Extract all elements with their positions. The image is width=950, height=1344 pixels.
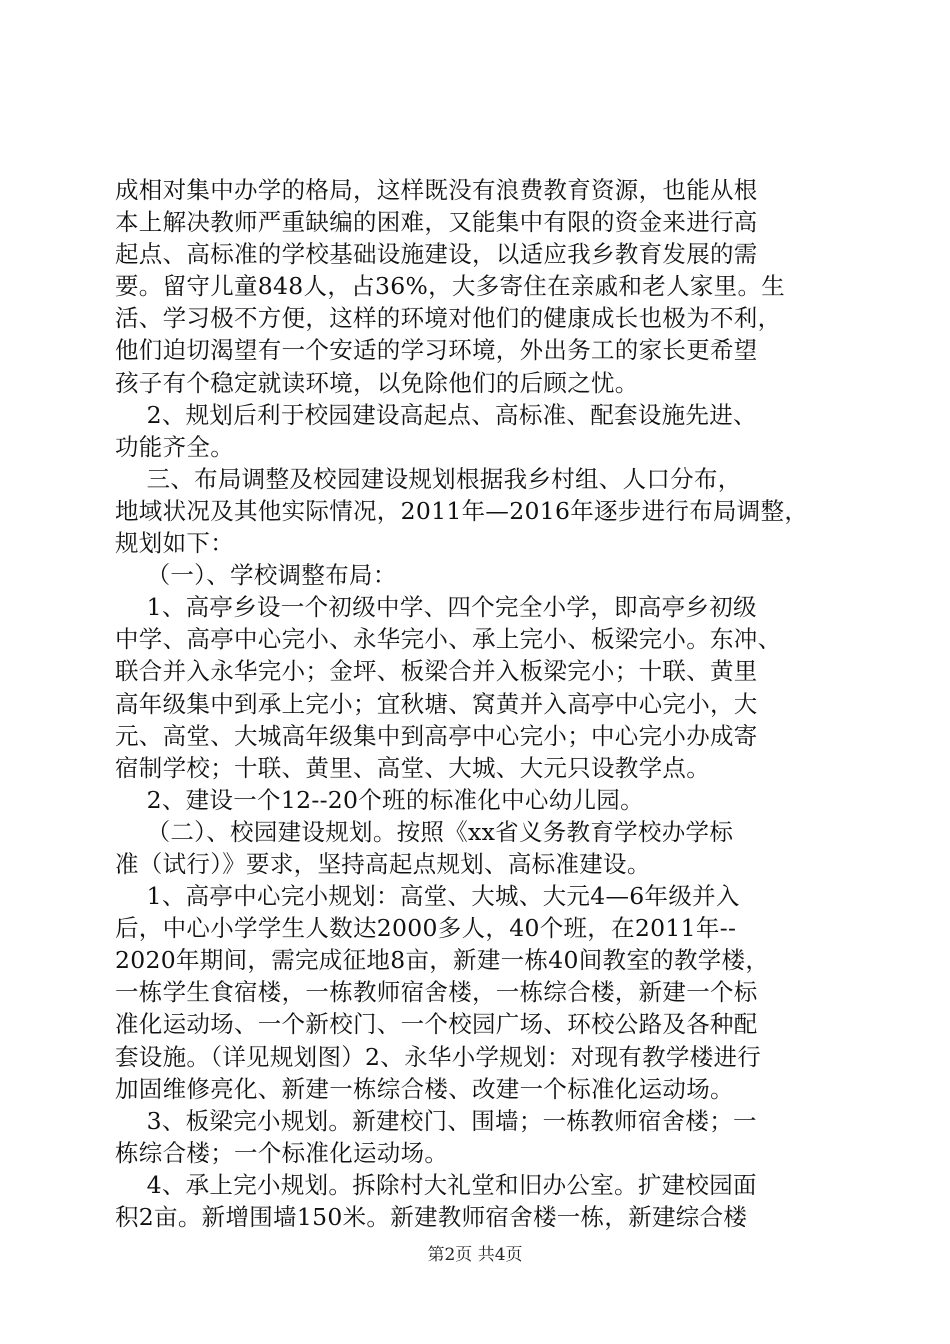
section-heading: （二）、校园建设规划。按照《xx省义务教育学校办学标 [115, 817, 734, 846]
paragraph-line: 宿制学校；十联、黄里、高堂、大城、大元只设教学点。 [115, 753, 710, 782]
paragraph-line: 孩子有个稳定就读环境，以免除他们的后顾之忧。 [115, 368, 639, 397]
paragraph-line: 三、布局调整及校园建设规划根据我乡村组、人口分布， [115, 464, 742, 493]
paragraph-line: 地域状况及其他实际情况，2011年—2016年逐步进行布局调整， [115, 496, 809, 525]
paragraph-line: 2、建设一个12--20个班的标准化中心幼儿园。 [115, 785, 644, 814]
paragraph-line: 元、高堂、大城高年级集中到高亭中心完小；中心完小办成寄 [115, 721, 758, 750]
paragraph-line: 成相对集中办学的格局，这样既没有浪费教育资源，也能从根 [115, 176, 758, 204]
paragraph-line: 准（试行）》要求，坚持高起点规划、高标准建设。 [115, 849, 651, 878]
paragraph-line: 他们迫切渴望有一个安适的学习环境，外出务工的家长更希望 [115, 336, 758, 365]
paragraph-line: 3、板梁完小规划。新建校门、围墙；一栋教师宿舍楼；一 [115, 1106, 757, 1135]
paragraph-line: 后，中心小学学生人数达2000多人，40个班，在2011年-- [115, 914, 737, 943]
paragraph-line: 中学、高亭中心完小、永华完小、承上完小、板梁完小。东冲、 [115, 625, 782, 654]
paragraph-line: 联合并入永华完小；金坪、板梁合并入板梁完小；十联、黄里 [115, 657, 758, 686]
paragraph-line: 栋综合楼；一个标准化运动场。 [115, 1138, 449, 1167]
paragraph-line: 功能齐全。 [115, 432, 234, 461]
paragraph-line: 活、学习极不方便，这样的环境对他们的健康成长也极为不利， [115, 304, 782, 333]
paragraph-line: 加固维修亮化、新建一栋综合楼、改建一个标准化运动场。 [115, 1074, 734, 1103]
paragraph-line: 1、高亭乡设一个初级中学、四个完全小学，即高亭乡初级 [115, 593, 757, 622]
paragraph-line: 套设施。（详见规划图）2、永华小学规划：对现有教学楼进行 [115, 1042, 762, 1071]
paragraph-line: 一栋学生食宿楼，一栋教师宿舍楼，一栋综合楼，新建一个标 [115, 978, 758, 1007]
paragraph-line: 规划如下： [115, 529, 234, 558]
section-heading: （一）、学校调整布局： [115, 561, 397, 590]
paragraph-line: 2、规划后利于校园建设高起点、高标准、配套设施先进、 [115, 400, 757, 429]
paragraph-line: 积2亩。新增围墙150米。新建教师宿舍楼一栋，新建综合楼 [115, 1203, 748, 1231]
page-number-footer: 第2页 共4页 [427, 1245, 523, 1265]
paragraph-line: 1、高亭中心完小规划：高堂、大城、大元4—6年级并入 [115, 882, 740, 911]
paragraph-line: 4、承上完小规划。拆除村大礼堂和旧办公室。扩建校园面 [115, 1170, 757, 1199]
paragraph-line: 高年级集中到承上完小；宜秋塘、窝黄并入高亭中心完小，大 [115, 689, 758, 718]
paragraph-line: 2020年期间，需完成征地8亩，新建一栋40间教室的教学楼， [115, 946, 770, 975]
paragraph-line: 起点、高标准的学校基础设施建设，以适应我乡教育发展的需 [115, 240, 758, 269]
paragraph-line: 准化运动场、一个新校门、一个校园广场、环校公路及各种配 [115, 1010, 758, 1039]
paragraph-line: 要。留守儿童848人，占36%，大多寄住在亲戚和老人家里。生 [115, 272, 786, 301]
paragraph-line: 本上解决教师严重缺编的困难，又能集中有限的资金来进行高 [115, 208, 758, 237]
